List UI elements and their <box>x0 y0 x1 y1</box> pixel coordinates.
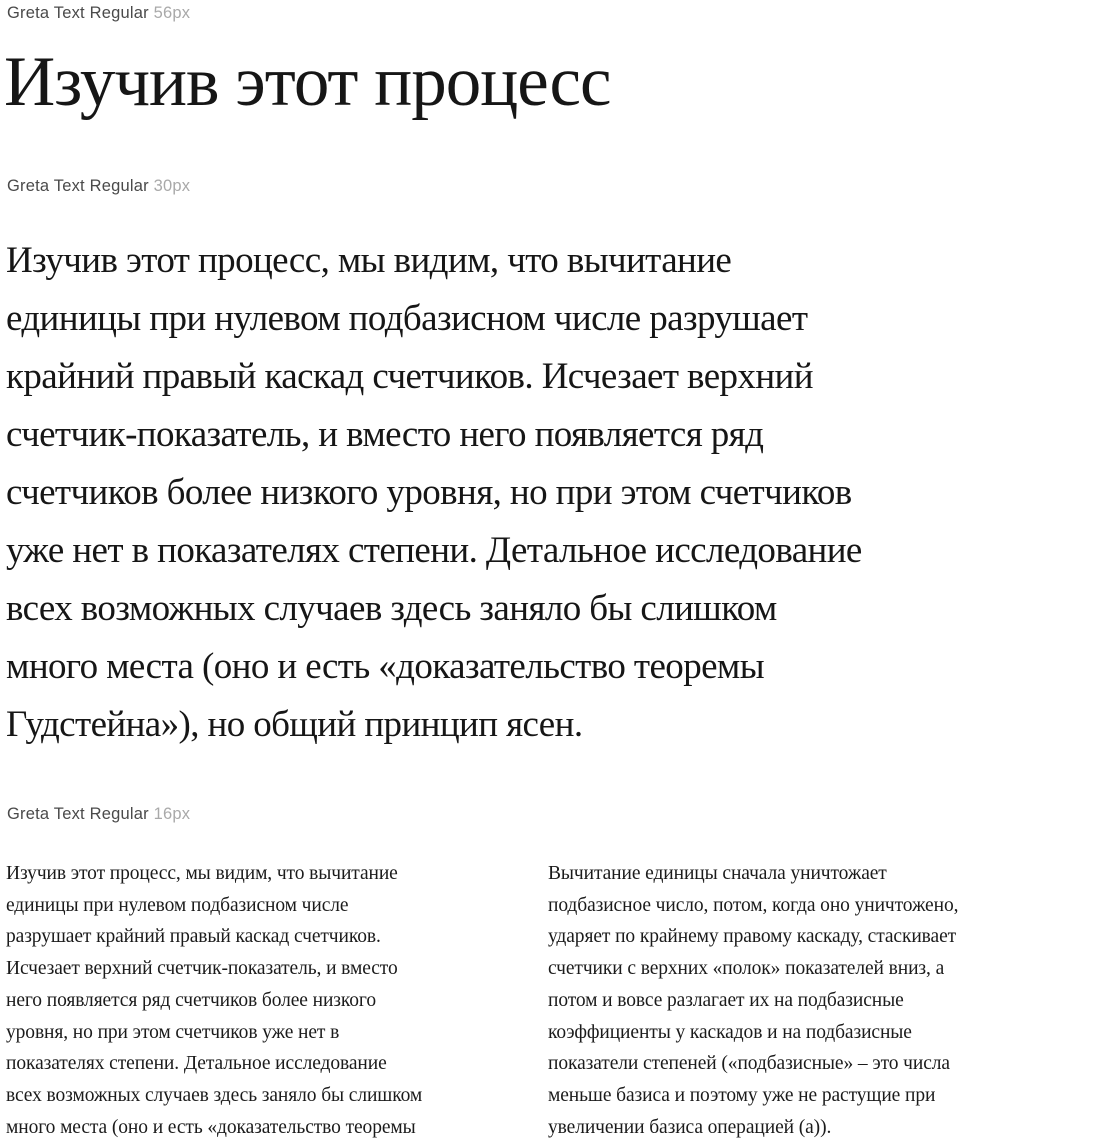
size-value: 30px <box>153 177 191 195</box>
headline-sample: Изучив этот процесс <box>4 43 611 121</box>
text-line: всех возможных случаев здесь заняло бы слишком <box>6 1084 423 1106</box>
text-line: разрушает крайний правый каскад счетчиков. <box>6 926 381 948</box>
text-line: счетчик-показатель, и вместо него появляется ряд <box>6 414 764 455</box>
text-line: подбазисное число, потом, когда оно уничтожено, <box>548 894 959 916</box>
text-line: много места (оно и есть «доказательство теоремы <box>6 646 764 687</box>
font-size-label <box>7 3 190 23</box>
font-name: Greta Text Regular <box>7 805 149 823</box>
text-line: счетчиков более низкого уровня, но при этом счетчиков <box>6 472 852 513</box>
text-line: единицы при нулевом подбазисном числе разрушает <box>6 298 808 339</box>
text-line: Вычитание единицы сначала уничтожает <box>548 863 887 884</box>
size-value: 16px <box>153 805 191 823</box>
text-line: Гудстейна»), но общий принцип ясен. <box>6 704 583 745</box>
paragraph-sample-30px <box>6 232 862 754</box>
font-size-label <box>7 804 190 824</box>
text-line: уровня, но при этом счетчиков уже нет в <box>6 1021 340 1043</box>
size-value: 56px <box>153 4 191 22</box>
text-line: показатели степеней («подбазисные» – это числа <box>548 1053 950 1075</box>
text-line: показателях степени. Детальное исследование <box>6 1053 387 1075</box>
text-line: Изучив этот процесс, мы видим, что вычитание <box>6 240 732 281</box>
text-line: потом и вовсе разлагает их на подбазисные <box>548 989 904 1011</box>
text-line: уже нет в показателях степени. Детальное исследование <box>6 530 862 571</box>
font-name: Greta Text Regular <box>7 177 149 195</box>
text-column-left <box>6 858 531 1141</box>
text-line: всех возможных случаев здесь заняло бы слишком <box>6 588 777 629</box>
font-size-label <box>7 176 190 196</box>
text-line: Исчезает верхний счетчик-показатель, и вместо <box>6 958 398 980</box>
font-name: Greta Text Regular <box>7 4 149 22</box>
text-line: крайний правый каскад счетчиков. Исчезает верхний <box>6 356 813 397</box>
text-line: много места (оно и есть «доказательство теоремы <box>6 1116 416 1138</box>
text-line: коэффициенты у каскадов и на подбазисные <box>548 1021 912 1043</box>
text-line: единицы при нулевом подбазисном числе <box>6 894 349 916</box>
text-line: него появляется ряд счетчиков более низкого <box>6 989 376 1011</box>
text-line: меньше базиса и поэтому уже не растущие при <box>548 1084 936 1106</box>
text-column-right <box>548 858 1096 1141</box>
text-line: увеличении базиса операцией (а)). <box>548 1116 832 1138</box>
text-line: ударяет по крайнему правому каскаду, стаскивает <box>548 926 957 948</box>
text-line: Изучив этот процесс, мы видим, что вычитание <box>6 863 398 884</box>
text-line: счетчики с верхних «полок» показателей вниз, а <box>548 958 945 980</box>
